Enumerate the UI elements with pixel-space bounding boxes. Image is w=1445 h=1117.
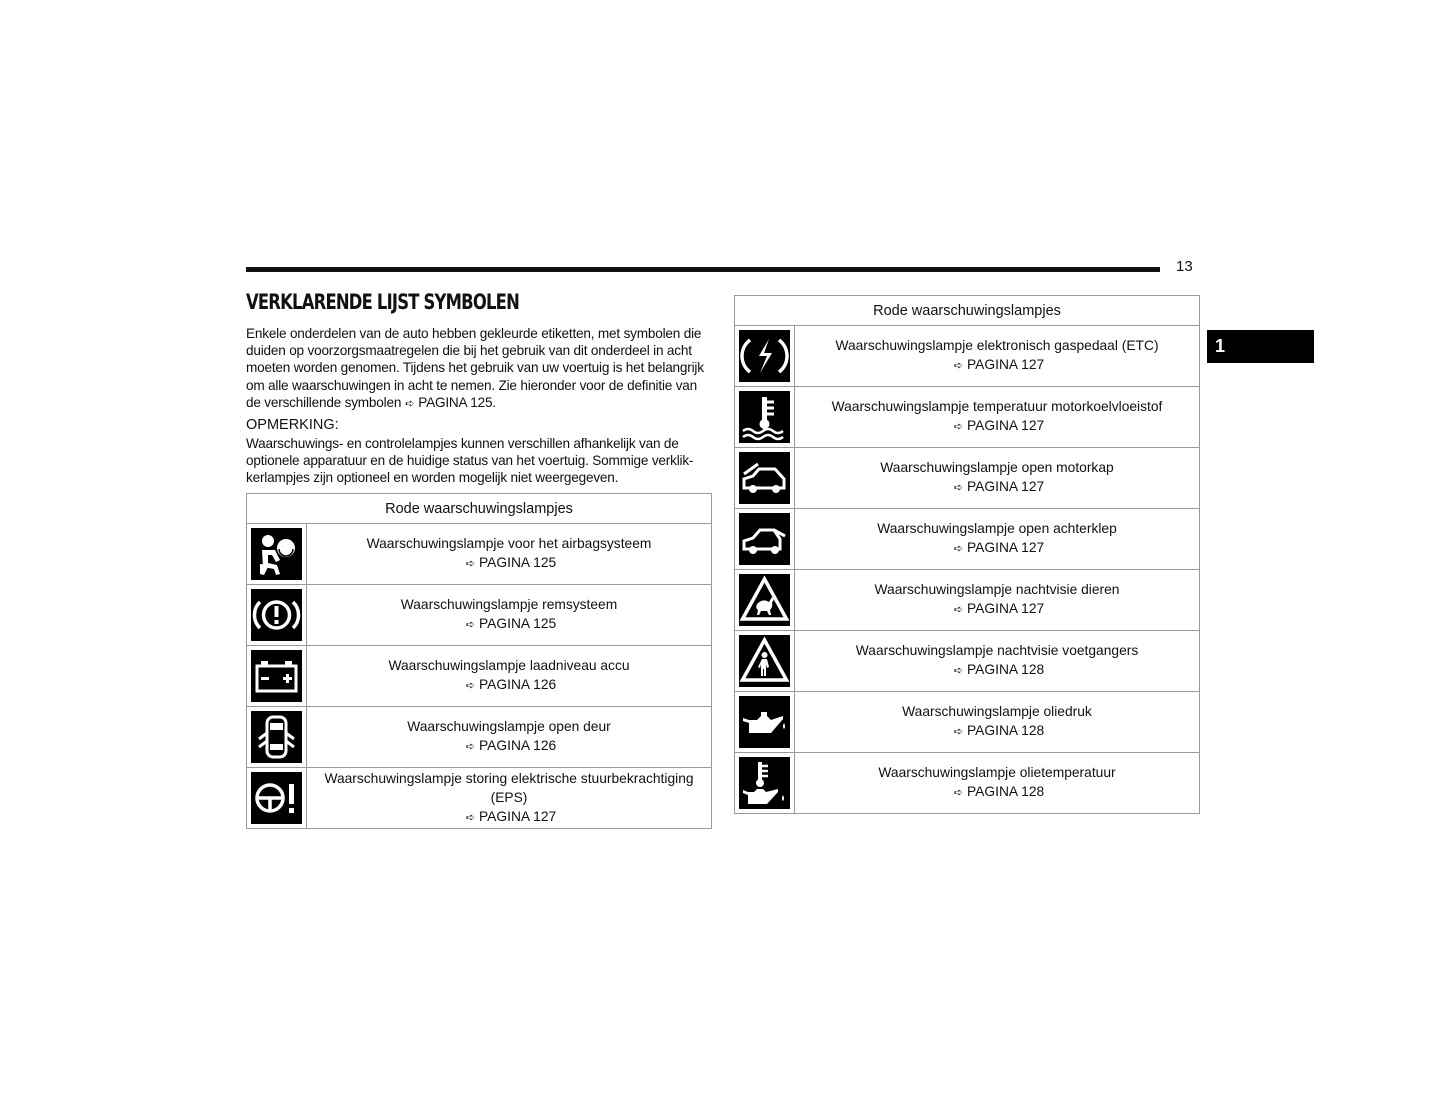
page-reference-link[interactable]: PAGINA 125 [479,616,557,631]
note-paragraph [246,435,716,487]
page-reference-link[interactable]: PAGINA 127 [967,479,1045,494]
table-row [247,524,712,585]
intro-last-text: de verschillende symbolen [246,394,402,410]
page-reference-link[interactable]: PAGINA 127 [479,808,557,824]
table-row [735,387,1200,448]
arrow-icon: ➪ [953,482,963,494]
intro-paragraph [246,325,716,413]
table-row [247,646,712,707]
table-row [735,753,1200,814]
page-reference-link[interactable]: PAGINA 128 [967,662,1045,677]
page-reference-link[interactable]: PAGINA 128 [967,784,1045,799]
airbag-icon [251,528,302,580]
door-open-icon [251,711,302,763]
row-label: Waarschuwingslampje open deur [407,719,611,734]
row-label: Waarschuwingslampje open achterklep [877,521,1117,536]
intro-line: moeten worden genomen. Tijdens het gebruik van uw voertuig is het belangrijk [246,360,704,376]
arrow-icon: ➪ [953,726,963,738]
table-row [735,509,1200,570]
page-reference-link[interactable]: PAGINA 127 [967,418,1045,433]
liftgate-open-icon [739,513,790,565]
arrow-icon: ➪ [465,741,475,753]
night-vision-pedestrian-icon [739,635,790,687]
intro-line [246,394,716,413]
warning-lights-table-left [246,493,712,829]
row-label: Waarschuwingslampje open motorkap [880,460,1114,475]
table-row [735,692,1200,753]
intro-line: Enkele onderdelen van de auto hebben gekleurde etiketten, met symbolen die [246,326,702,341]
arrow-icon: ➪ [465,811,475,824]
table-row [735,448,1200,509]
note-line: kerlampjes zijn optioneel en worden mogelijk niet weergegeven. [246,470,619,486]
arrow-icon: ➪ [405,397,415,410]
page-reference-link[interactable]: PAGINA 126 [479,738,557,753]
arrow-icon: ➪ [953,604,963,616]
top-rule [246,267,1160,272]
arrow-icon: ➪ [465,619,475,631]
page-reference-link[interactable]: PAGINA 127 [967,540,1045,555]
row-label: Waarschuwingslampje voor het airbagsysteem [366,536,652,551]
row-label: Waarschuwingslampje storing elektrische stuurbekrachtiging [324,770,694,786]
etc-icon [739,330,790,382]
arrow-icon: ➪ [953,543,963,555]
row-label: Waarschuwingslampje temperatuur motorkoelvloeistof [831,399,1163,414]
row-label: Waarschuwingslampje nachtvisie voetgangers [855,643,1139,658]
table-row [735,631,1200,692]
oil-pressure-icon [739,696,790,748]
row-label: Waarschuwingslampje elektronisch gaspedaal (ETC) [835,338,1159,353]
table-row [247,585,712,646]
arrow-icon: ➪ [465,680,475,692]
page-reference-link[interactable]: PAGINA 128 [967,723,1045,738]
page-reference-link[interactable]: PAGINA 127 [967,601,1045,616]
page-number: 13 [1176,258,1193,275]
intro-line: duiden op voorzorgsmaatregelen die bij het gebruik van dit onderdeel in acht [246,343,692,359]
battery-icon [251,650,302,702]
oil-temp-icon [739,757,790,809]
row-label: Waarschuwingslampje remsysteem [400,597,618,612]
row-label: Waarschuwingslampje olietemperatuur [878,765,1116,780]
arrow-icon: ➪ [953,665,963,677]
row-label: Waarschuwingslampje laadniveau accu [388,658,630,673]
page-reference-link[interactable]: PAGINA 126 [479,677,557,692]
eps-icon [251,772,302,824]
page-reference-link[interactable]: PAGINA 125. [418,394,496,410]
table-header: Rode waarschuwingslampjes [247,494,712,524]
section-title: VERKLARENDE LIJST SYMBOLEN [246,290,520,314]
table-row [247,707,712,768]
arrow-icon: ➪ [953,787,963,799]
brake-icon [251,589,302,641]
arrow-icon: ➪ [953,360,963,372]
chapter-tab[interactable]: 1 [1207,330,1314,363]
arrow-icon: ➪ [465,558,475,570]
table-header: Rode waarschuwingslampjes [735,296,1200,326]
table-row [247,768,712,829]
row-label: Waarschuwingslampje oliedruk [902,704,1092,719]
row-label-cont: (EPS) [490,789,528,805]
note-line: Waarschuwings- en controlelampjes kunnen verschillen afhankelijk van de [246,436,679,451]
note-line: optionele apparatuur en de huidige status van het voertuig. Sommige verklik- [246,453,694,469]
table-row [735,326,1200,387]
arrow-icon: ➪ [953,421,963,433]
note-heading: OPMERKING: [246,417,339,433]
night-vision-animal-icon [739,574,790,626]
hood-open-icon [739,452,790,504]
page-reference-link[interactable]: PAGINA 127 [967,357,1045,372]
table-row [735,570,1200,631]
warning-lights-table-right [734,295,1200,814]
intro-line: om alle waarschuwingen in acht te nemen. Zie hieronder voor de definitie van [246,377,698,393]
page-reference-link[interactable]: PAGINA 125 [479,555,557,570]
coolant-temp-icon [739,391,790,443]
row-label: Waarschuwingslampje nachtvisie dieren [874,582,1120,597]
